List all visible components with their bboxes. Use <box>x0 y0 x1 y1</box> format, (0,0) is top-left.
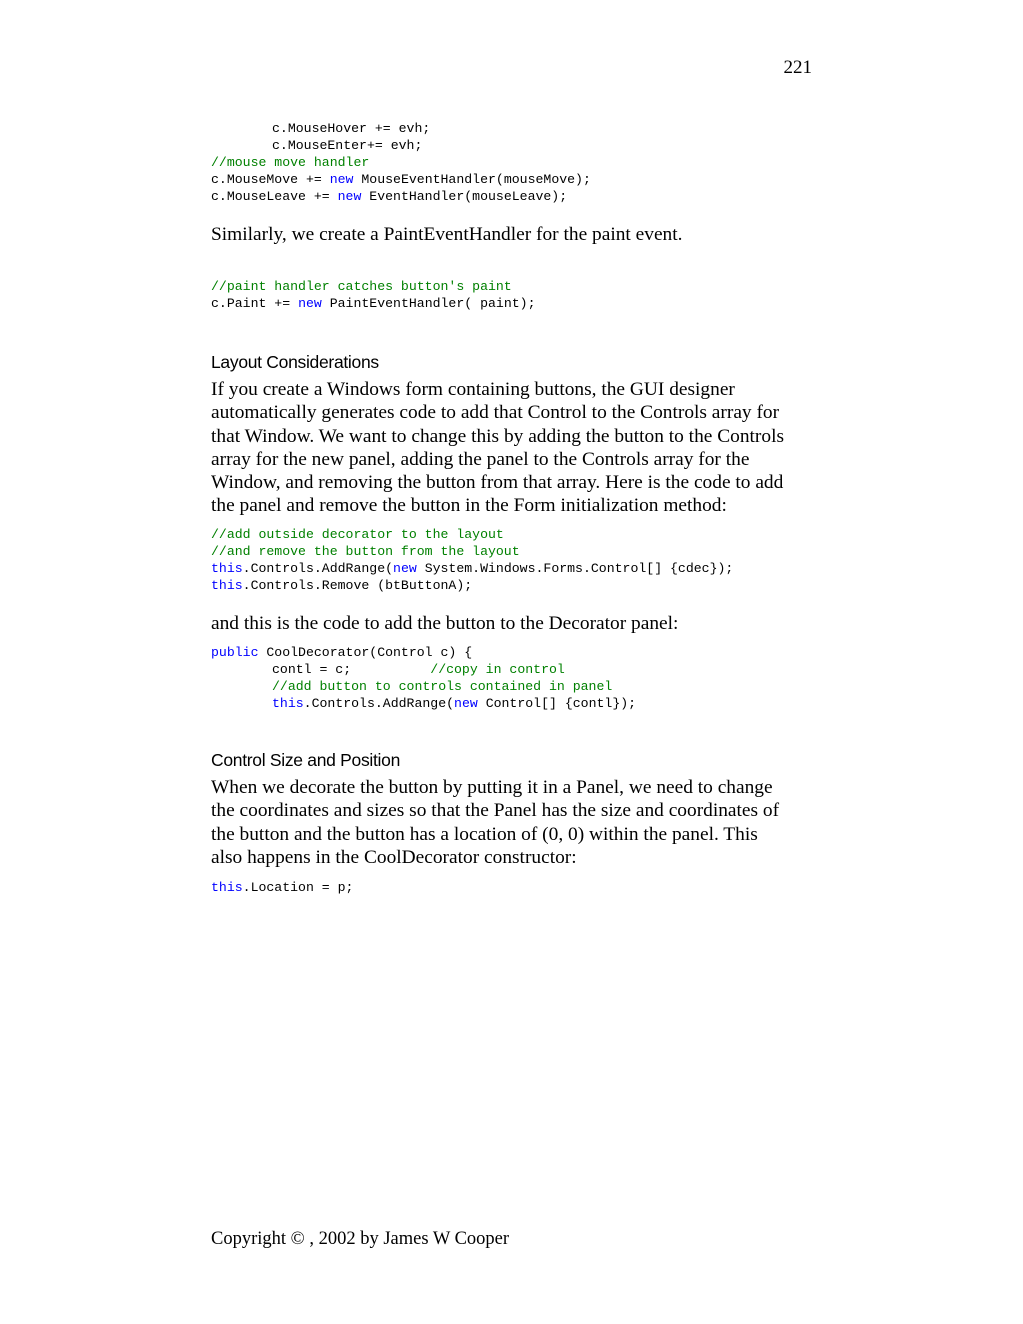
code-line <box>211 120 591 137</box>
code-text: .Controls.Remove (btButtonA); <box>242 578 473 593</box>
code-text: .Controls.AddRange( <box>303 696 455 711</box>
code-text: c.MouseLeave += <box>211 189 338 204</box>
code-text: MouseEventHandler(mouseMove); <box>353 172 591 187</box>
paragraph-layout-considerations <box>211 378 831 518</box>
code-block-add-remove-controls <box>211 526 733 594</box>
paragraph-line: the coordinates and sizes so that the Panel has the size and coordinates of <box>211 800 780 822</box>
code-text: Control[] {contl}); <box>477 696 637 711</box>
footer-copyright: Copyright © , 2002 by James W Cooper <box>211 1229 510 1249</box>
code-comment: //paint handler catches button's paint <box>211 279 512 294</box>
code-comment: //and remove the button from the layout <box>211 544 520 559</box>
code-line <box>211 695 636 712</box>
paragraph-line: When we decorate the button by putting it in a Panel, we need to change <box>211 777 773 798</box>
heading-layout-considerations: Layout Considerations <box>211 352 379 372</box>
code-line <box>211 879 353 896</box>
code-comment: //mouse move handler <box>211 155 370 170</box>
paragraph-line: automatically generates code to add that Control to the Controls array for <box>211 402 780 424</box>
paragraph-line: that Window. We want to change this by adding the button to the Controls <box>211 425 785 447</box>
code-line <box>211 154 591 171</box>
code-text: contl = c; <box>272 662 431 677</box>
paragraph-line: If you create a Windows form containing buttons, the GUI designer <box>211 379 735 400</box>
code-line <box>211 188 591 205</box>
code-comment: //add button to controls contained in panel <box>272 679 613 694</box>
code-keyword: new <box>329 172 354 187</box>
code-line <box>211 661 636 678</box>
paragraph-decorator-panel: and this is the code to add the button to the Decorator panel: <box>211 613 679 634</box>
code-text: c.MouseEnter+= evh; <box>272 138 423 153</box>
code-text: EventHandler(mouseLeave); <box>361 189 568 204</box>
code-line <box>211 543 733 560</box>
code-keyword: new <box>454 696 478 711</box>
code-line <box>211 171 591 188</box>
heading-control-size-position: Control Size and Position <box>211 750 400 770</box>
code-text: .Location = p; <box>242 880 354 895</box>
code-comment: //copy in control <box>430 662 565 677</box>
paragraph-line: array for the new panel, adding the panel to the Controls array for the <box>211 448 750 470</box>
code-text: c.Paint += <box>211 296 299 311</box>
paragraph-line: the button and the button has a location of (0, 0) within the panel. This <box>211 823 758 845</box>
paragraph-line: the panel and remove the button in the Form initialization method: <box>211 495 727 517</box>
code-text: CoolDecorator(Control c) { <box>258 645 473 660</box>
paragraph-paint-handler: Similarly, we create a PaintEventHandler for the paint event. <box>211 224 683 245</box>
code-block-location <box>211 879 353 896</box>
code-line <box>211 577 733 594</box>
code-keyword: public <box>211 645 259 660</box>
paragraph-control-size-position <box>211 776 831 869</box>
code-text: .Controls.AddRange( <box>242 561 394 576</box>
code-line <box>211 644 636 661</box>
code-line <box>211 526 733 543</box>
code-text: c.MouseHover += evh; <box>272 121 431 136</box>
code-keyword: this <box>211 578 243 593</box>
code-block-cool-decorator <box>211 644 636 712</box>
code-keyword: this <box>211 561 243 576</box>
code-text: System.Windows.Forms.Control[] {cdec}); <box>416 561 734 576</box>
code-keyword: this <box>211 880 243 895</box>
code-block-mouse-handlers <box>211 120 591 205</box>
code-comment: //add outside decorator to the layout <box>211 527 504 542</box>
code-line <box>211 678 636 695</box>
code-keyword: new <box>393 561 417 576</box>
code-keyword: this <box>272 696 304 711</box>
code-line <box>211 137 591 154</box>
code-block-paint-handler <box>211 278 536 312</box>
paragraph-line: Window, and removing the button from that array. Here is the code to add <box>211 472 784 494</box>
page-number: 221 <box>783 57 812 78</box>
code-keyword: new <box>337 189 362 204</box>
code-line <box>211 278 536 295</box>
code-keyword: new <box>298 296 322 311</box>
code-text: PaintEventHandler( paint); <box>321 296 536 311</box>
code-text: c.MouseMove += <box>211 172 330 187</box>
code-line <box>211 295 536 312</box>
paragraph-line: also happens in the CoolDecorator constructor: <box>211 846 577 868</box>
code-line <box>211 560 733 577</box>
